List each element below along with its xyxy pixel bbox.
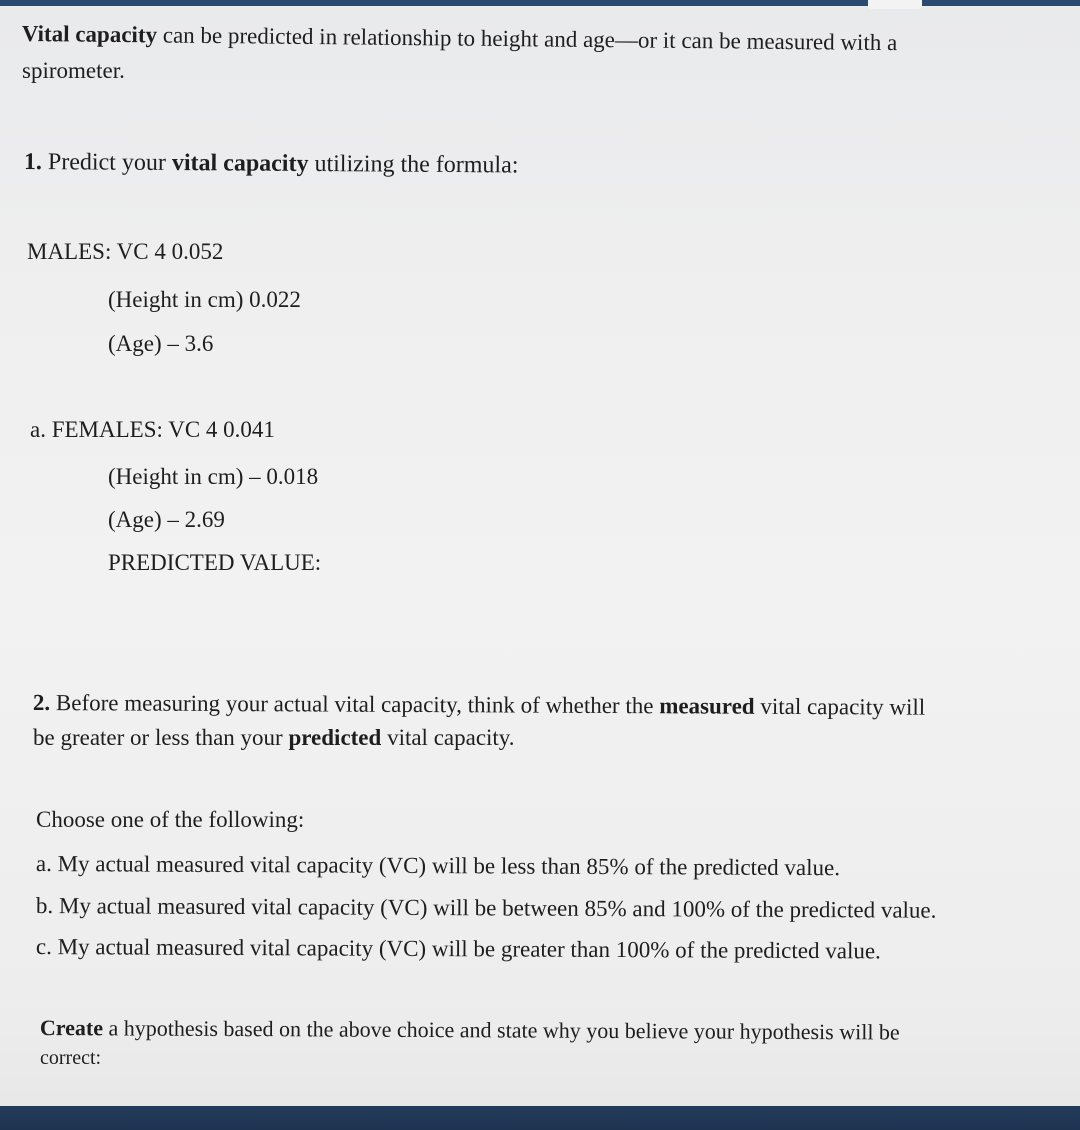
create-term: Create xyxy=(39,1015,104,1041)
create-text: a hypothesis based on the above choice and state why you believe your hypothesis will be xyxy=(102,1015,900,1045)
question-2-text-mid: vital capacity will xyxy=(754,693,926,720)
create-line-2: correct: xyxy=(40,1047,102,1069)
question-2-line-2-before: be greater or less than your xyxy=(33,725,289,750)
question-2-text-before: Before measuring your actual vital capacity, think of whether the xyxy=(50,690,660,719)
question-2-line-2-after: vital capacity. xyxy=(381,725,515,750)
question-2-term-predicted: predicted xyxy=(288,725,382,750)
question-2-line-2 xyxy=(33,724,515,752)
females-formula-line-3: (Age) – 2.69 xyxy=(108,507,225,532)
question-2-line-1 xyxy=(33,689,925,722)
females-formula-line-1: a. FEMALES: VC 4 0.041 xyxy=(30,417,275,442)
predicted-value-label: PREDICTED VALUE: xyxy=(108,550,322,575)
females-formula-line-2: (Height in cm) – 0.018 xyxy=(108,464,319,489)
intro-term: Vital capacity xyxy=(21,20,158,48)
document-page xyxy=(0,6,1080,1106)
question-2-number: 2. xyxy=(32,690,51,716)
option-c: c. My actual measured vital capacity (VC) will be greater than 100% of the predicted value. xyxy=(35,934,881,964)
intro-text: can be predicted in relationship to height and age—or it can be measured with a xyxy=(156,22,898,56)
question-1-term: vital capacity xyxy=(171,150,309,177)
create-line-1 xyxy=(40,1014,900,1047)
intro-line-2: spirometer. xyxy=(22,58,125,83)
question-2-term-measured: measured xyxy=(659,693,755,719)
option-b: b. My actual measured vital capacity (VC) will be between 85% and 100% of the predicted value. xyxy=(35,893,937,923)
question-1-text-before: Predict your xyxy=(47,149,172,177)
males-formula-line-1: MALES: VC 4 0.052 xyxy=(27,239,224,264)
question-1-text-after: utilizing the formula: xyxy=(308,150,519,179)
question-1 xyxy=(24,148,519,179)
males-formula-line-3: (Age) – 3.6 xyxy=(108,331,214,356)
option-a: a. My actual measured vital capacity (VC) will be less than 85% of the predicted value. xyxy=(35,851,841,881)
choose-label: Choose one of the following: xyxy=(36,807,305,832)
males-formula-line-2: (Height in cm) 0.022 xyxy=(108,287,301,312)
intro-line-1 xyxy=(22,20,898,57)
question-1-number: 1. xyxy=(23,148,48,176)
